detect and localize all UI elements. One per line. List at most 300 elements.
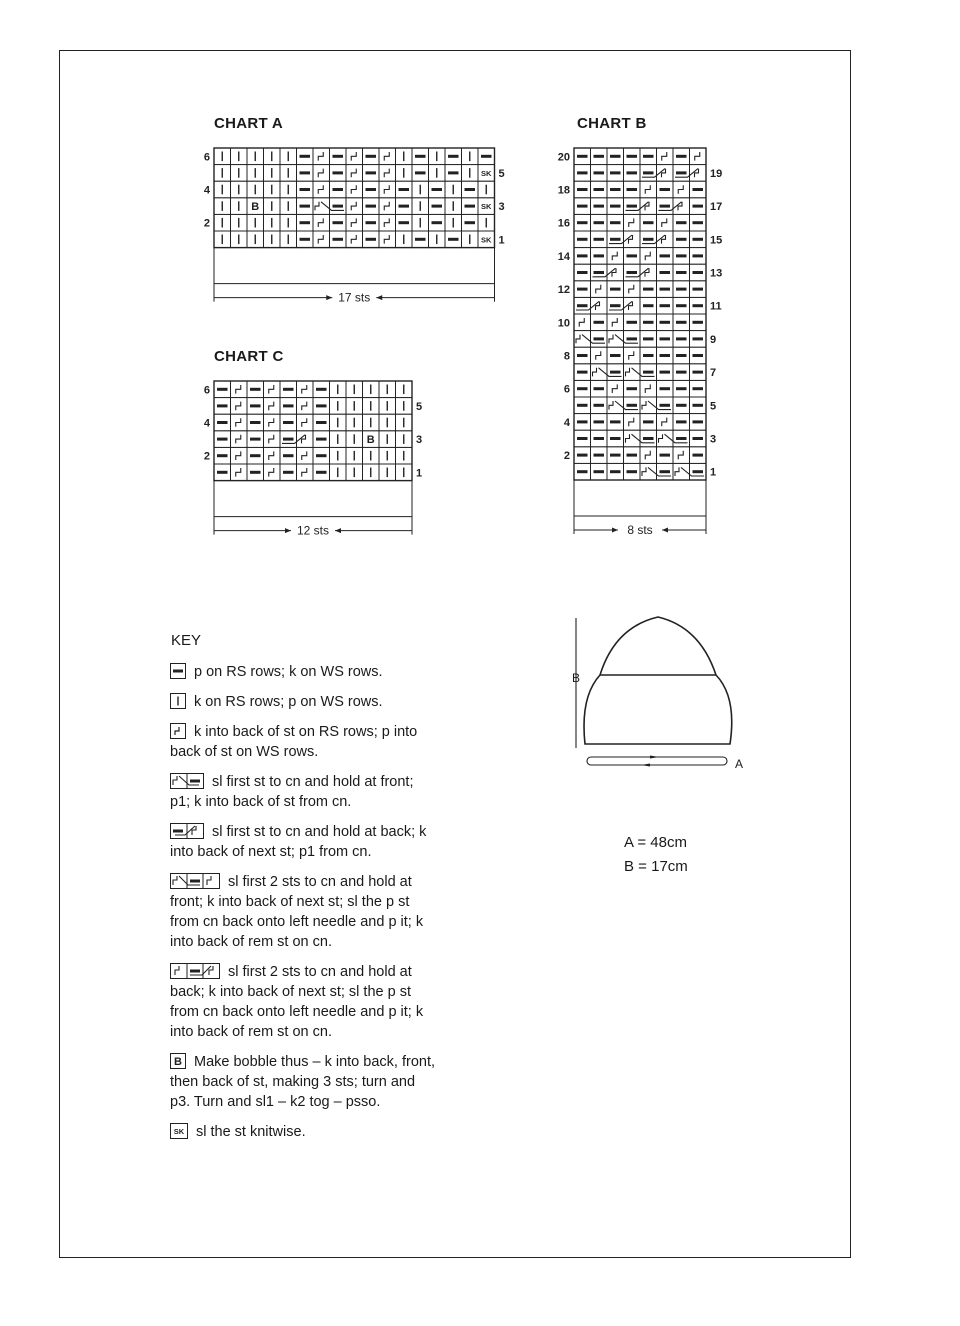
key-text: Make bobble thus – k into back, front, then back of st, making 3 sts; turn and p3. Turn and sl1 – k2 tog – psso. (170, 1054, 435, 1110)
key-item-purl (170, 662, 435, 682)
row-number-right: 9 (710, 333, 717, 346)
row-number-right: 11 (710, 300, 722, 313)
row-number-left: 20 (557, 151, 570, 164)
purl-symbol (693, 420, 704, 423)
purl-symbol (333, 171, 344, 174)
knit-symbol-icon (170, 693, 186, 709)
purl-symbol (316, 454, 327, 457)
twisted-knit-symbol (351, 185, 356, 194)
twisted-knit-symbol (662, 418, 667, 427)
key-text: sl first 2 sts to cn and hold at back; k into back of next st; sl the p st from cn back onto left needle and p it; k into back of rem st on cn. (170, 964, 424, 1040)
purl-symbol (250, 471, 261, 474)
row-number-right: 15 (710, 234, 723, 247)
cross-back-purl (643, 171, 654, 174)
footer-arrow-left (376, 295, 382, 300)
purl-symbol (660, 337, 671, 340)
purl-symbol (300, 171, 311, 174)
purl-symbol (594, 454, 605, 457)
cross-front-symbol (675, 467, 679, 476)
purl-symbol (693, 188, 704, 191)
row-number-right: 1 (416, 467, 423, 480)
footer-arrow-right (285, 528, 291, 533)
purl-symbol (610, 188, 621, 191)
purl-symbol (676, 354, 687, 357)
purl-symbol (643, 321, 654, 324)
purl-symbol (610, 354, 621, 357)
row-number-right: 3 (416, 434, 423, 447)
purl-symbol (448, 155, 459, 158)
purl-symbol (693, 454, 704, 457)
purl-symbol (594, 205, 605, 208)
purl-symbol (448, 238, 459, 241)
row-number-left: 2 (563, 450, 570, 463)
twisted-knit-symbol (318, 169, 323, 178)
cross-back-3st-symbol-icon (170, 963, 220, 979)
purl-symbol (250, 388, 261, 391)
purl-symbol (610, 437, 621, 440)
row-number-left: 8 (563, 350, 570, 363)
twisted-knit-symbol (629, 218, 634, 227)
purl-symbol (676, 371, 687, 374)
row-number-right: 5 (710, 400, 717, 413)
twisted-knit-symbol (236, 451, 241, 460)
cross-back-purl (610, 304, 621, 307)
row-number-right: 5 (416, 400, 423, 413)
purl-symbol (283, 388, 294, 391)
cross-front-purl (627, 404, 638, 407)
measure-a-text: A = 48cm (624, 834, 687, 851)
purl-symbol (676, 271, 687, 274)
cross-back-purl (610, 238, 621, 241)
cross-front-purl (660, 470, 671, 473)
cross-front-symbol (642, 467, 646, 476)
purl-symbol (300, 238, 311, 241)
row-number-left: 2 (203, 450, 210, 463)
twisted-knit-symbol (384, 152, 389, 161)
row-number-left: 2 (203, 217, 210, 230)
cross-back-purl (283, 438, 294, 441)
stitch-count-label: 12 sts (296, 523, 330, 538)
purl-symbol (399, 221, 410, 224)
row-number-right: 5 (498, 167, 505, 180)
purl-symbol (676, 404, 687, 407)
purl-symbol (432, 205, 443, 208)
row-number-left: 10 (557, 317, 570, 330)
purl-symbol (366, 188, 377, 191)
cross-front-purl (643, 437, 654, 440)
purl-symbol (610, 155, 621, 158)
row-number-right: 19 (710, 167, 723, 180)
cross-front-purl (676, 437, 687, 440)
twisted-knit-symbol (318, 152, 323, 161)
purl-symbol (660, 371, 671, 374)
purl-symbol (610, 420, 621, 423)
purl-symbol (217, 421, 228, 424)
bobble-symbol-icon (170, 1053, 186, 1069)
cross-back-purl (660, 205, 671, 208)
row-number-right: 3 (710, 433, 717, 446)
purl-symbol (333, 238, 344, 241)
cross-front-purl (594, 337, 605, 340)
row-number-left: 6 (203, 151, 210, 164)
cross-front-2st-symbol-icon (170, 773, 204, 789)
purl-symbol (627, 387, 638, 390)
purl-symbol (643, 420, 654, 423)
twisted-knit-symbol (269, 402, 274, 411)
twisted-knit-symbol (695, 152, 700, 161)
purl-symbol (300, 155, 311, 158)
purl-symbol (643, 337, 654, 340)
chart-a-title: CHART A (214, 115, 284, 132)
key-text: sl first 2 sts to cn and hold at front; k into back of next st; sl the p st from cn back onto left needle and p it; k into back of rem st on cn. (170, 874, 424, 950)
slip-knitwise-symbol: SK (481, 202, 492, 212)
key-title: KEY (171, 632, 202, 649)
purl-symbol (610, 221, 621, 224)
purl-symbol (693, 304, 704, 307)
purl-symbol (693, 371, 704, 374)
purl-symbol (577, 188, 588, 191)
twisted-knit-symbol (678, 451, 683, 460)
twisted-knit-symbol (645, 384, 650, 393)
purl-symbol (283, 454, 294, 457)
twisted-knit-symbol (236, 435, 241, 444)
purl-symbol (643, 155, 654, 158)
chart-rib-outline (214, 481, 412, 517)
purl-symbol (660, 387, 671, 390)
purl-symbol (627, 155, 638, 158)
stitch-count-label: 17 sts (338, 290, 371, 305)
key-text: sl first st to cn and hold at front; p1; k into back of st from cn. (170, 774, 414, 810)
twisted-knit-symbol (351, 169, 356, 178)
purl-symbol (415, 238, 426, 241)
purl-symbol (366, 238, 377, 241)
chart-c-title: CHART C (214, 348, 284, 365)
chart-cells (574, 148, 706, 480)
twisted-knit-symbol (645, 252, 650, 261)
purl-symbol (283, 471, 294, 474)
purl-symbol (594, 221, 605, 224)
hat-outline (584, 617, 732, 744)
row-number-left: 4 (203, 417, 210, 430)
purl-symbol (627, 188, 638, 191)
cross-front-symbol (593, 368, 597, 377)
cross-front-purl (627, 337, 638, 340)
twisted-knit-symbol (596, 285, 601, 294)
key-item-twisted-knit (170, 722, 435, 762)
cross-front-symbol (609, 335, 613, 344)
purl-symbol (250, 438, 261, 441)
row-number-right: 1 (498, 234, 505, 247)
purl-symbol (415, 171, 426, 174)
purl-symbol (627, 254, 638, 257)
purl-symbol (693, 337, 704, 340)
purl-symbol (577, 404, 588, 407)
purl-symbol (217, 404, 228, 407)
cross-back-purl (594, 271, 605, 274)
purl-symbol (333, 188, 344, 191)
purl-symbol (217, 438, 228, 441)
purl-symbol (693, 221, 704, 224)
purl-symbol (693, 354, 704, 357)
purl-symbol (627, 171, 638, 174)
cross-back-purl (627, 205, 638, 208)
purl-symbol (300, 221, 311, 224)
twisted-knit-symbol (384, 218, 389, 227)
cross-front-symbol (626, 368, 630, 377)
twisted-knit-symbol (645, 185, 650, 194)
purl-symbol (300, 205, 311, 208)
twisted-knit-symbol (629, 351, 634, 360)
twisted-knit-symbol (269, 435, 274, 444)
purl-symbol (676, 420, 687, 423)
purl-symbol (693, 205, 704, 208)
purl-symbol (481, 155, 492, 158)
purl-symbol (366, 171, 377, 174)
chart-c-grid (190, 373, 440, 538)
purl-symbol (577, 371, 588, 374)
row-number-right: 17 (710, 201, 723, 214)
twisted-knit-symbol (629, 418, 634, 427)
purl-symbol (676, 304, 687, 307)
twisted-knit-symbol (384, 169, 389, 178)
purl-symbol (643, 354, 654, 357)
purl-symbol (316, 388, 327, 391)
purl-symbol (693, 271, 704, 274)
cross-front-purl (643, 371, 654, 374)
row-number-right: 1 (710, 466, 717, 479)
purl-symbol (610, 470, 621, 473)
purl-symbol (610, 171, 621, 174)
footer-arrow-right (326, 295, 332, 300)
cross-front-3st-symbol-icon (170, 873, 220, 889)
cross-front-symbol (609, 401, 613, 410)
bobble-symbol: B (366, 434, 375, 447)
chart-a-grid (190, 140, 530, 305)
purl-symbol (660, 454, 671, 457)
purl-symbol (594, 254, 605, 257)
cross-front-purl (333, 205, 344, 208)
purl-symbol (283, 421, 294, 424)
purl-symbol (217, 388, 228, 391)
twisted-knit-symbol (236, 402, 241, 411)
cross-front-symbol (626, 434, 630, 443)
measure-b-text: B = 17cm (624, 858, 688, 875)
twisted-knit-symbol (269, 468, 274, 477)
twisted-knit-symbol (236, 385, 241, 394)
purl-symbol (415, 155, 426, 158)
purl-symbol (465, 205, 476, 208)
purl-symbol (676, 155, 687, 158)
purl-symbol (465, 188, 476, 191)
purl-symbol (660, 321, 671, 324)
twisted-knit-symbol (302, 468, 307, 477)
key-item-cross-front-2st (170, 772, 435, 812)
purl-symbol (316, 438, 327, 441)
cross-back-purl (627, 271, 638, 274)
purl-symbol (676, 254, 687, 257)
twisted-knit-symbol (596, 351, 601, 360)
purl-symbol (676, 387, 687, 390)
cross-front-symbol (659, 434, 663, 443)
cross-back-2st-symbol-icon (170, 823, 204, 839)
purl-symbol (333, 221, 344, 224)
purl-symbol (316, 471, 327, 474)
row-number-left: 16 (557, 217, 570, 230)
cross-back-purl (643, 238, 654, 241)
row-number-right: 13 (710, 267, 723, 280)
purl-symbol (660, 304, 671, 307)
purl-symbol (594, 470, 605, 473)
purl-symbol (366, 155, 377, 158)
cross-back-purl (676, 171, 687, 174)
slip-knitwise-symbol: SK (481, 235, 492, 245)
key-text: p on RS rows; k on WS rows. (194, 664, 383, 680)
purl-symbol (448, 171, 459, 174)
cross-front-symbol (642, 401, 646, 410)
cross-front-purl (610, 371, 621, 374)
purl-symbol (366, 205, 377, 208)
key-item-cross-front-3st (170, 872, 435, 952)
twisted-knit-symbol (318, 235, 323, 244)
twisted-knit-symbol (645, 451, 650, 460)
purl-symbol (250, 421, 261, 424)
row-number-left: 6 (563, 383, 570, 396)
key-text: sl the st knitwise. (196, 1124, 306, 1140)
key-item-slip-knitwise (170, 1122, 435, 1142)
twisted-knit-symbol (351, 202, 356, 211)
purl-symbol (283, 404, 294, 407)
purl-symbol (610, 288, 621, 291)
twisted-knit-symbol (384, 235, 389, 244)
twisted-knit-symbol (579, 318, 584, 327)
slip-knitwise-symbol-icon (170, 1123, 188, 1139)
purl-symbol (577, 271, 588, 274)
twisted-knit-symbol (269, 451, 274, 460)
purl-symbol (594, 321, 605, 324)
purl-symbol (316, 404, 327, 407)
purl-symbol (643, 288, 654, 291)
twisted-knit-symbol (351, 152, 356, 161)
chart-b-title: CHART B (577, 115, 647, 132)
twisted-knit-symbol (318, 218, 323, 227)
purl-symbol (577, 387, 588, 390)
cross-front-symbol (576, 335, 580, 344)
key-item-knit (170, 692, 435, 712)
purl-symbol (660, 271, 671, 274)
purl-symbol (676, 288, 687, 291)
svg-text:B: B (174, 1056, 182, 1068)
purl-symbol (693, 288, 704, 291)
purl-symbol (577, 205, 588, 208)
purl-symbol (693, 404, 704, 407)
purl-symbol (465, 221, 476, 224)
purl-symbol (693, 437, 704, 440)
purl-symbol (432, 221, 443, 224)
purl-symbol (217, 454, 228, 457)
row-number-right: 7 (710, 367, 717, 380)
hat-label-a: A (735, 757, 744, 771)
purl-symbol (577, 171, 588, 174)
purl-symbol (627, 321, 638, 324)
key-item-cross-back-2st (170, 822, 435, 862)
purl-symbol (676, 337, 687, 340)
purl-symbol (610, 205, 621, 208)
row-number-left: 18 (557, 184, 570, 197)
bobble-symbol: B (251, 201, 260, 214)
purl-symbol (693, 254, 704, 257)
row-number-left: 4 (563, 416, 570, 429)
row-number-left: 6 (203, 384, 210, 397)
key-text: sl first st to cn and hold at back; k into back of next st; p1 from cn. (170, 824, 427, 860)
purl-symbol (660, 188, 671, 191)
purl-symbol (577, 470, 588, 473)
measure-a-line (587, 756, 727, 766)
chart-cells (214, 381, 412, 481)
twisted-knit-symbol (612, 318, 617, 327)
purl-symbol (250, 454, 261, 457)
twisted-knit-symbol (662, 218, 667, 227)
purl-symbol (399, 205, 410, 208)
purl-symbol (660, 354, 671, 357)
twisted-knit-symbol (236, 468, 241, 477)
row-number-left: 4 (203, 184, 210, 197)
purl-symbol (399, 188, 410, 191)
purl-symbol (693, 387, 704, 390)
hat-label-b: B (571, 671, 581, 685)
row-number-left: 14 (557, 250, 570, 263)
key-text: k into back of st on RS rows; p into back of st on WS rows. (170, 724, 418, 760)
stitch-count-label: 8 sts (627, 523, 653, 537)
purl-symbol (660, 288, 671, 291)
twisted-knit-symbol (678, 185, 683, 194)
twisted-knit-symbol (384, 185, 389, 194)
key-text: k on RS rows; p on WS rows. (194, 694, 383, 710)
twisted-knit-symbol (662, 152, 667, 161)
purl-symbol (577, 238, 588, 241)
twisted-knit-symbol (302, 451, 307, 460)
twisted-knit-symbol-icon (170, 723, 186, 739)
purl-symbol (577, 155, 588, 158)
twisted-knit-symbol (269, 418, 274, 427)
twisted-knit-symbol (269, 385, 274, 394)
purl-symbol (594, 171, 605, 174)
purl-symbol (693, 321, 704, 324)
slip-knitwise-symbol: SK (481, 168, 492, 178)
twisted-knit-symbol (384, 202, 389, 211)
purl-symbol (594, 238, 605, 241)
purl-symbol (333, 155, 344, 158)
twisted-knit-symbol (629, 285, 634, 294)
cross-back-purl (577, 304, 588, 307)
purl-symbol (594, 188, 605, 191)
purl-symbol (660, 254, 671, 257)
twisted-knit-symbol (302, 385, 307, 394)
purl-symbol (432, 188, 443, 191)
hat-schematic (560, 612, 760, 782)
purl-symbol (693, 238, 704, 241)
key-item-bobble (170, 1052, 435, 1112)
purl-symbol (577, 420, 588, 423)
purl-symbol (643, 304, 654, 307)
twisted-knit-symbol (351, 218, 356, 227)
purl-symbol (577, 354, 588, 357)
row-number-left: 12 (557, 284, 570, 297)
chart-cells (214, 148, 495, 248)
purl-symbol (594, 404, 605, 407)
purl-symbol (676, 238, 687, 241)
purl-symbol (643, 221, 654, 224)
purl-symbol (594, 155, 605, 158)
